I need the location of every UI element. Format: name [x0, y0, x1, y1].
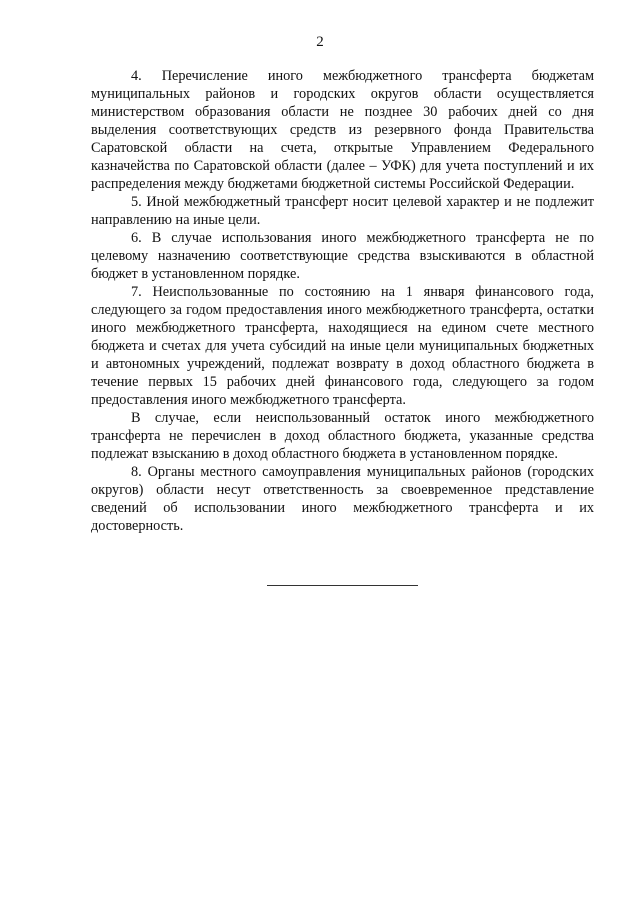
page-number: 2 [316, 34, 324, 50]
paragraph-item-6: 6. В случае использования иного межбюджетного трансферта не по целевому назначению соответствующие средства взыскиваются в областной бюджет в установленном порядке. [91, 230, 594, 282]
document-body [91, 67, 594, 535]
paragraph-item-5: 5. Иной межбюджетный трансферт носит целевой характер и не подлежит направлению на иные цели. [91, 194, 594, 228]
paragraph-item-7: 7. Неиспользованные по состоянию на 1 января финансового года, следующего за годом предоставления иного межбюджетного трансферта, остатки иного межбюджетного трансферта, находящиеся на едином счете местного бюджета и счетах для учета субсидий на иные цели муниципальных бюджетных и автономных учреждений, подлежат возврату в доход областного бюджета в течение первых 15 рабочих дней финансового года, следующего за годом предоставления иного межбюджетного трансферта. [91, 284, 594, 408]
paragraph-item-7-continuation: В случае, если неиспользованный остаток иного межбюджетного трансферта не перечислен в доход областного бюджета, указанные средства подлежат взысканию в доход областного бюджета в установленном порядке. [91, 410, 594, 462]
end-separator-line [267, 585, 418, 586]
paragraph-item-4: 4. Перечисление иного межбюджетного трансферта бюджетам муниципальных районов и городских округов области осуществляется министерством образования области не позднее 30 рабочих дней со дня выделения соответствующих средств из резервного фонда Правительства Саратовской области на счета, открытые Управлением Федерального казначейства по Саратовской области (далее – УФК) для учета поступлений и их распределения между бюджетами бюджетной системы Российской Федерации. [91, 68, 594, 192]
paragraph-item-8: 8. Органы местного самоуправления муниципальных районов (городских округов) области несут ответственность за своевременное представление сведений об использовании иного межбюджетного трансферта и их достоверность. [91, 464, 594, 534]
